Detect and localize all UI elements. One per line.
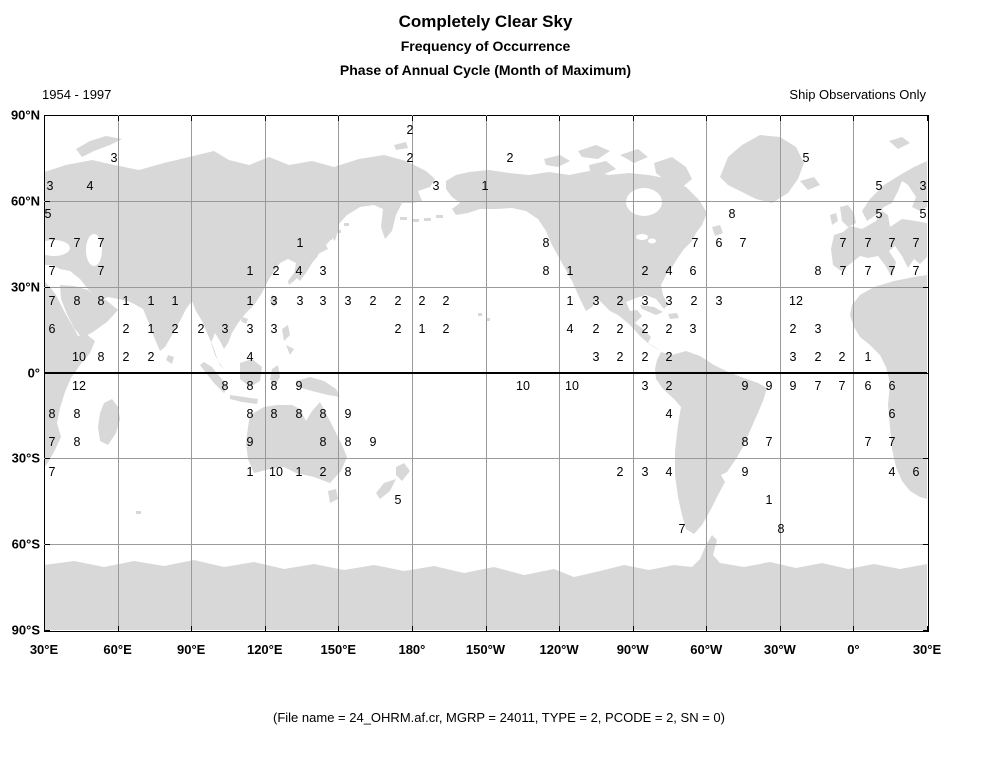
axis-tick-top (265, 116, 266, 121)
value-marker: 8 (48, 406, 56, 421)
value-marker: 3 (344, 293, 352, 308)
value-marker: 2 (690, 293, 698, 308)
axis-tick-right (923, 630, 928, 631)
value-marker: 3 (110, 150, 118, 165)
value-marker: 1 (296, 235, 304, 250)
axis-tick-bottom (780, 626, 781, 631)
value-marker: 3 (592, 349, 600, 364)
value-marker: 7 (678, 521, 686, 536)
value-marker: 1 (147, 293, 155, 308)
value-marker: 2 (616, 293, 624, 308)
value-marker: 1 (246, 293, 254, 308)
axis-tick-top (780, 116, 781, 121)
grid-line-horizontal (44, 458, 927, 459)
value-marker: 7 (912, 263, 920, 278)
axis-tick-right (923, 201, 928, 202)
y-axis-label: 30°N (10, 279, 40, 295)
period-label: 1954 - 1997 (42, 87, 112, 102)
value-marker: 8 (728, 206, 736, 221)
value-marker: 1 (295, 464, 303, 479)
axis-tick-left (45, 287, 50, 288)
value-marker: 7 (48, 434, 56, 449)
y-axis-label: 30°S (11, 450, 40, 466)
value-marker: 7 (864, 263, 872, 278)
axis-tick-bottom (191, 626, 192, 631)
value-marker: 8 (73, 406, 81, 421)
axis-tick-right (923, 458, 928, 459)
value-marker: 2 (641, 263, 649, 278)
value-marker: 2 (789, 321, 797, 336)
value-marker: 2 (319, 464, 327, 479)
axis-tick-left (45, 373, 50, 374)
value-marker: 3 (814, 321, 822, 336)
value-marker: 12 (72, 378, 86, 393)
axis-tick-top (412, 116, 413, 121)
value-marker: 7 (48, 464, 56, 479)
axis-tick-bottom (412, 626, 413, 631)
value-marker: 8 (97, 293, 105, 308)
value-marker: 8 (73, 293, 81, 308)
value-marker: 7 (48, 263, 56, 278)
value-marker: 2 (406, 122, 414, 137)
value-marker: 1 (122, 293, 130, 308)
value-marker: 10 (516, 378, 530, 393)
value-marker: 2 (418, 293, 426, 308)
value-marker: 3 (246, 321, 254, 336)
value-marker: 2 (197, 321, 205, 336)
value-marker: 8 (246, 378, 254, 393)
value-marker: 6 (864, 378, 872, 393)
value-marker: 2 (814, 349, 822, 364)
value-marker: 2 (665, 378, 673, 393)
x-axis-label: 60°E (103, 642, 132, 657)
axis-tick-left (45, 630, 50, 631)
value-marker: 6 (48, 321, 56, 336)
value-marker: 5 (875, 178, 883, 193)
x-axis-label: 30°E (912, 642, 942, 657)
x-axis-label: 0° (847, 642, 860, 657)
x-axis-label: 30°W (763, 642, 796, 657)
value-marker: 3 (641, 464, 649, 479)
value-marker: 6 (888, 378, 896, 393)
value-marker: 8 (319, 434, 327, 449)
y-axis-label: 90°N (10, 107, 40, 123)
value-marker: 1 (765, 492, 773, 507)
y-axis-label: 0° (27, 365, 40, 380)
value-marker: 8 (270, 378, 278, 393)
axis-tick-top (118, 116, 119, 121)
value-marker: 5 (919, 206, 927, 221)
value-marker: 8 (221, 378, 229, 393)
axis-tick-top (44, 116, 45, 121)
value-marker: 2 (616, 464, 624, 479)
y-axis-label: 60°S (11, 536, 40, 552)
axis-tick-top (191, 116, 192, 121)
axis-tick-bottom (633, 626, 634, 631)
value-marker: 2 (641, 349, 649, 364)
value-marker: 7 (48, 235, 56, 250)
value-marker: 8 (542, 235, 550, 250)
x-axis-label: 150°W (465, 642, 506, 657)
value-marker: 2 (394, 321, 402, 336)
file-info: (File name = 24_OHRM.af.cr, MGRP = 24011, TYPE = 2, PCODE = 2, SN = 0) (273, 710, 725, 725)
value-marker: 2 (406, 150, 414, 165)
value-marker: 3 (296, 293, 304, 308)
value-marker: 2 (641, 321, 649, 336)
axis-tick-bottom (338, 626, 339, 631)
axis-tick-bottom (486, 626, 487, 631)
value-marker: 9 (295, 378, 303, 393)
grid-line-horizontal (44, 287, 927, 288)
value-marker: 7 (888, 235, 896, 250)
grid-line-horizontal (44, 201, 927, 202)
axis-tick-bottom (118, 626, 119, 631)
value-marker: 3 (270, 293, 278, 308)
value-marker: 7 (97, 263, 105, 278)
value-marker: 9 (789, 378, 797, 393)
value-marker: 3 (641, 378, 649, 393)
value-marker: 7 (691, 235, 699, 250)
x-axis-label: 60°W (690, 642, 723, 657)
value-marker: 12 (789, 293, 803, 308)
equator-line (44, 372, 927, 374)
x-axis-label: 120°W (539, 642, 579, 657)
axis-tick-top (559, 116, 560, 121)
value-marker: 9 (741, 464, 749, 479)
value-marker: 9 (246, 434, 254, 449)
axis-tick-bottom (265, 626, 266, 631)
value-marker: 2 (369, 293, 377, 308)
value-marker: 1 (246, 464, 254, 479)
value-marker: 3 (432, 178, 440, 193)
value-marker: 8 (542, 263, 550, 278)
value-marker: 7 (839, 263, 847, 278)
value-marker: 3 (319, 293, 327, 308)
value-marker: 5 (394, 492, 402, 507)
value-marker: 6 (689, 263, 697, 278)
value-marker: 2 (665, 321, 673, 336)
value-marker: 4 (86, 178, 94, 193)
value-marker: 3 (641, 293, 649, 308)
value-marker: 6 (888, 406, 896, 421)
value-marker: 7 (73, 235, 81, 250)
value-marker: 2 (506, 150, 514, 165)
value-marker: 9 (741, 378, 749, 393)
value-marker: 8 (344, 464, 352, 479)
axis-tick-top (486, 116, 487, 121)
value-marker: 9 (369, 434, 377, 449)
axis-tick-bottom (853, 626, 854, 631)
source-label: Ship Observations Only (789, 87, 926, 102)
value-marker: 8 (777, 521, 785, 536)
value-marker: 2 (616, 349, 624, 364)
value-marker: 2 (394, 293, 402, 308)
x-axis-label: 30°E (29, 642, 59, 657)
value-marker: 1 (481, 178, 489, 193)
value-marker: 1 (864, 349, 872, 364)
value-marker: 3 (270, 321, 278, 336)
value-marker: 2 (171, 321, 179, 336)
axis-tick-left (45, 458, 50, 459)
value-marker: 3 (319, 263, 327, 278)
value-marker: 1 (147, 321, 155, 336)
value-marker: 10 (565, 378, 579, 393)
value-marker: 2 (122, 321, 130, 336)
value-marker: 7 (739, 235, 747, 250)
value-marker: 7 (814, 378, 822, 393)
value-marker: 2 (272, 263, 280, 278)
axis-tick-top (338, 116, 339, 121)
value-marker: 7 (864, 434, 872, 449)
value-marker: 8 (741, 434, 749, 449)
value-marker: 7 (765, 434, 773, 449)
value-marker: 2 (838, 349, 846, 364)
value-marker: 3 (592, 293, 600, 308)
value-marker: 4 (665, 406, 673, 421)
grid-line-horizontal (44, 544, 927, 545)
value-marker: 4 (665, 464, 673, 479)
value-marker: 2 (616, 321, 624, 336)
value-marker: 1 (418, 321, 426, 336)
x-axis-label: 180° (398, 642, 426, 657)
value-marker: 4 (295, 263, 303, 278)
page-subtitle: Frequency of Occurrence (400, 38, 571, 54)
value-marker: 7 (48, 293, 56, 308)
axis-tick-bottom (706, 626, 707, 631)
value-marker: 7 (888, 434, 896, 449)
value-marker: 7 (838, 378, 846, 393)
axis-tick-left (45, 544, 50, 545)
value-marker: 8 (270, 406, 278, 421)
value-marker: 1 (566, 293, 574, 308)
value-marker: 4 (888, 464, 896, 479)
value-marker: 8 (73, 434, 81, 449)
value-marker: 10 (72, 349, 86, 364)
value-marker: 1 (246, 263, 254, 278)
value-marker: 9 (344, 406, 352, 421)
axis-tick-top (706, 116, 707, 121)
value-marker: 8 (295, 406, 303, 421)
value-marker: 3 (715, 293, 723, 308)
axis-tick-right (923, 115, 928, 116)
axis-tick-top (633, 116, 634, 121)
value-marker: 3 (221, 321, 229, 336)
value-marker: 8 (246, 406, 254, 421)
value-marker: 6 (715, 235, 723, 250)
value-marker: 5 (875, 206, 883, 221)
axis-tick-top (927, 116, 928, 121)
value-marker: 2 (592, 321, 600, 336)
x-axis-label: 150°E (320, 642, 357, 657)
y-axis-label: 60°N (10, 193, 40, 209)
axis-tick-left (45, 115, 50, 116)
value-marker: 3 (689, 321, 697, 336)
value-marker: 5 (44, 206, 52, 221)
axis-tick-bottom (559, 626, 560, 631)
value-marker: 2 (442, 293, 450, 308)
value-marker: 9 (765, 378, 773, 393)
value-marker: 1 (171, 293, 179, 308)
value-marker: 8 (319, 406, 327, 421)
page-title: Completely Clear Sky (398, 12, 573, 31)
x-axis-label: 90°W (616, 642, 649, 657)
axis-tick-left (45, 201, 50, 202)
value-marker: 4 (246, 349, 254, 364)
axis-tick-top (853, 116, 854, 121)
page-subtitle-2: Phase of Annual Cycle (Month of Maximum) (339, 62, 632, 78)
y-axis-label: 90°S (11, 622, 40, 638)
value-marker: 2 (442, 321, 450, 336)
value-marker: 3 (789, 349, 797, 364)
value-marker: 4 (566, 321, 574, 336)
value-marker: 2 (122, 349, 130, 364)
axis-tick-right (923, 287, 928, 288)
value-marker: 4 (665, 263, 673, 278)
value-marker: 7 (864, 235, 872, 250)
value-marker: 1 (566, 263, 574, 278)
axis-tick-right (923, 373, 928, 374)
x-axis-label: 120°E (246, 642, 283, 657)
value-marker: 8 (344, 434, 352, 449)
value-marker: 7 (888, 263, 896, 278)
value-marker: 3 (919, 178, 927, 193)
value-marker: 10 (269, 464, 283, 479)
value-marker: 3 (46, 178, 54, 193)
value-marker: 7 (912, 235, 920, 250)
value-marker: 2 (665, 349, 673, 364)
value-marker: 3 (665, 293, 673, 308)
value-marker: 5 (802, 150, 810, 165)
value-marker: 8 (97, 349, 105, 364)
value-marker: 6 (912, 464, 920, 479)
x-axis-label: 90°E (176, 642, 206, 657)
value-marker: 8 (814, 263, 822, 278)
axis-tick-right (923, 544, 928, 545)
value-marker: 2 (147, 349, 155, 364)
value-marker: 7 (839, 235, 847, 250)
value-marker: 7 (97, 235, 105, 250)
